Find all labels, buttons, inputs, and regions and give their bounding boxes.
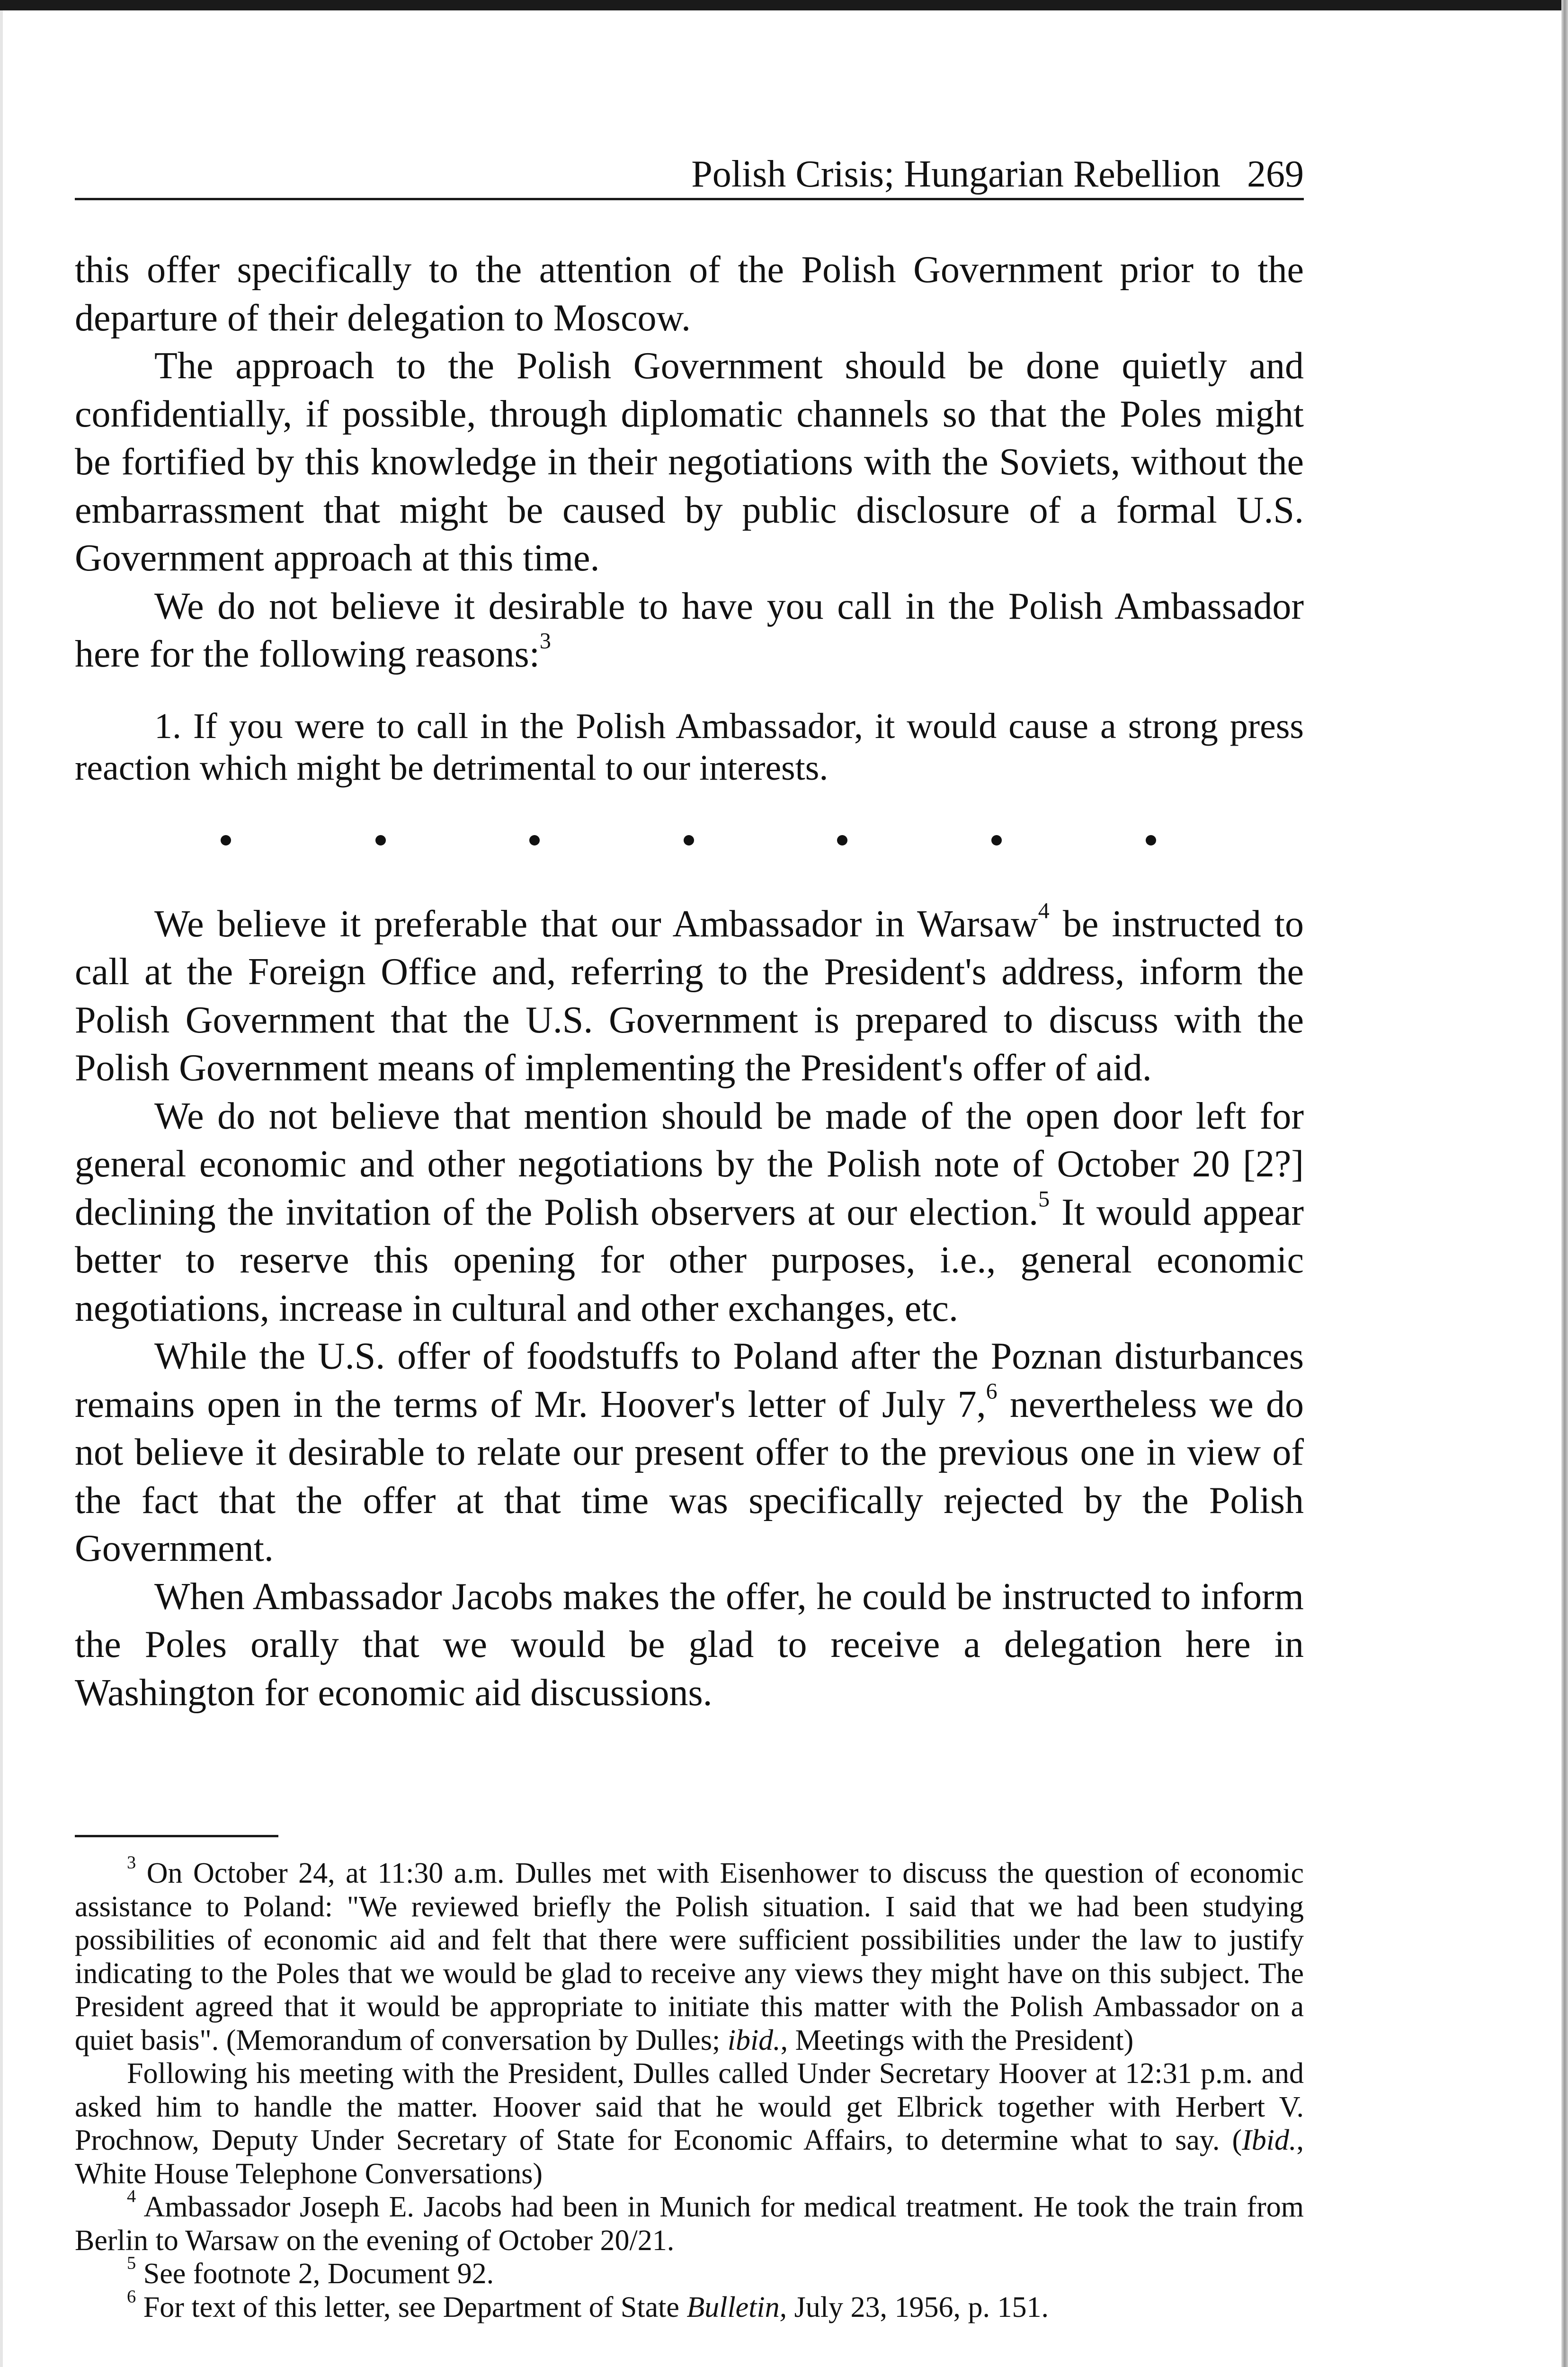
footnotes: [75, 1852, 1304, 2324]
footnote-ibid: Ibid.: [1242, 2124, 1297, 2156]
footnote-text: , White House Telephone Conversations): [75, 2124, 1304, 2190]
footnote-text: , Meetings with the President): [780, 2024, 1134, 2056]
footnote-3-continued: [75, 2057, 1304, 2190]
paragraph-foodstuffs-a: While the U.S. offer of foodstuffs to Poland after the Poznan disturbances remains open in the terms of Mr. Hoover's letter of July 7,: [75, 1335, 1304, 1425]
paragraph-warsaw: [75, 900, 1304, 1093]
paragraph-foodstuffs-b: nevertheless we do not believe it desirable to relate our present offer to the previous one in view of the fact that the offer at that time was specifically rejected by the Polish Government.: [75, 1383, 1304, 1569]
body-text: [75, 246, 1304, 1717]
ellipsis-dot: [221, 835, 231, 845]
paragraph-reasons-text: We do not believe it desirable to have you call in the Polish Ambassador here for the following reasons:: [75, 585, 1304, 675]
ellipsis-dot: [529, 835, 540, 845]
footnote-text: July 23, 1956, p. 151.: [794, 2291, 1049, 2323]
footnote-text: See footnote 2, Document 92.: [143, 2258, 494, 2290]
ellipsis-dot: [991, 835, 1002, 845]
page-number: 269: [1247, 153, 1304, 195]
running-head: [691, 151, 1304, 198]
paragraph-warsaw-b: be instructed to call at the Foreign Office and, referring to the President's address, inform the Polish Government that the U.S. Government is prepared to discuss with the Polish Government means of implementing the President's offer of aid.: [75, 903, 1304, 1089]
paragraph-reasons: [75, 583, 1304, 679]
paragraph-approach: The approach to the Polish Government should be done quietly and confidentially, if possible, through diplomatic channels so that the Poles might be fortified by this knowledge in their negotiations with the Soviets, without the embarrassment that might be caused by public disclosure of a formal U.S. Government approach at this time.: [75, 345, 1304, 579]
header-rule: [75, 198, 1304, 200]
footnote-ref-4: 4: [1038, 898, 1050, 924]
footnote-publication: Bulletin,: [686, 2291, 787, 2323]
ellipsis-dot: [837, 835, 847, 845]
footnote-ibid: ibid.: [727, 2024, 781, 2056]
ellipsis-dot: [1146, 835, 1156, 845]
paragraph-open-door: [75, 1093, 1304, 1333]
footnote-4: [75, 2186, 1304, 2257]
footnote-ref-3: 3: [539, 628, 551, 654]
running-head-title: Polish Crisis; Hungarian Rebellion: [691, 153, 1221, 195]
scan-left-edge: [0, 10, 3, 2367]
paragraph-foodstuffs: [75, 1333, 1304, 1573]
footnote-text: Following his meeting with the President, Dulles called Under Secretary Hoover at 12:31 p.m. and asked him to handle the matter. Hoover said that he would get Elbrick together with Herbert V. Prochnow, Deputy Under Secretary of State for Economic Affairs, to determine what to say. (: [75, 2057, 1304, 2156]
footnote-3: [75, 1852, 1304, 2057]
footnote-rule: [75, 1835, 278, 1837]
paragraph-warsaw-a: We believe it preferable that our Ambassador in Warsaw: [154, 903, 1038, 945]
scan-top-border: [0, 0, 1568, 10]
footnote-text: On October 24, at 11:30 a.m. Dulles met with Eisenhower to discuss the question of economic assistance to Poland: "We reviewed briefly the Polish situation. I said that we had been studying possibilities of economic aid and felt that there were sufficient possibilities under the law to justify indicating to the Poles that we would be glad to receive any views they might have on this subject. The President agreed that it would be appropriate to initiate this matter with the Polish Ambassador on a quiet basis". (Memorandum of conversation by Dulles;: [75, 1857, 1304, 2056]
paragraph-continued: this offer specifically to the attention of the Polish Government prior to the departure of their delegation to Moscow.: [75, 249, 1304, 339]
paragraph-jacobs: When Ambassador Jacobs makes the offer, he could be instructed to inform the Poles orally that we would be glad to receive a delegation here in Washington for economic aid discussions.: [75, 1575, 1304, 1714]
numbered-item-1: 1. If you were to call in the Polish Ambassador, it would cause a strong press reaction which might be detrimental to our interests.: [75, 706, 1304, 788]
paragraph-open-door-a: We do not believe that mention should be made of the open door left for general economic and other negotiations by the Polish note of October 20 [2?] declining the invitation of the Polish observers at our election.: [75, 1095, 1304, 1233]
footnote-5: [75, 2253, 1304, 2291]
footnote-number: 3: [127, 1852, 136, 1873]
paragraph-open-door-b: It would appear better to reserve this opening for other purposes, i.e., general economic negotiations, increase in cultural and other exchanges, etc.: [75, 1191, 1304, 1329]
footnote-text: Ambassador Joseph E. Jacobs had been in Munich for medical treatment. He took the train from Berlin to Warsaw on the evening of October 20/21.: [75, 2191, 1304, 2257]
footnote-text: For text of this letter, see Department of State: [143, 2291, 679, 2323]
footnote-ref-6: 6: [986, 1379, 998, 1404]
footnote-number: 5: [127, 2253, 136, 2273]
ellipsis-dots: [75, 789, 1304, 883]
footnote-number: 4: [127, 2186, 136, 2207]
ellipsis-dot: [684, 835, 694, 845]
body-after-ellipsis: [75, 883, 1304, 1717]
footnote-ref-5: 5: [1038, 1186, 1050, 1212]
footnote-6: [75, 2286, 1304, 2324]
footnote-number: 6: [127, 2286, 136, 2306]
ellipsis-dot: [375, 835, 386, 845]
scan-right-edge: [1561, 0, 1568, 2367]
